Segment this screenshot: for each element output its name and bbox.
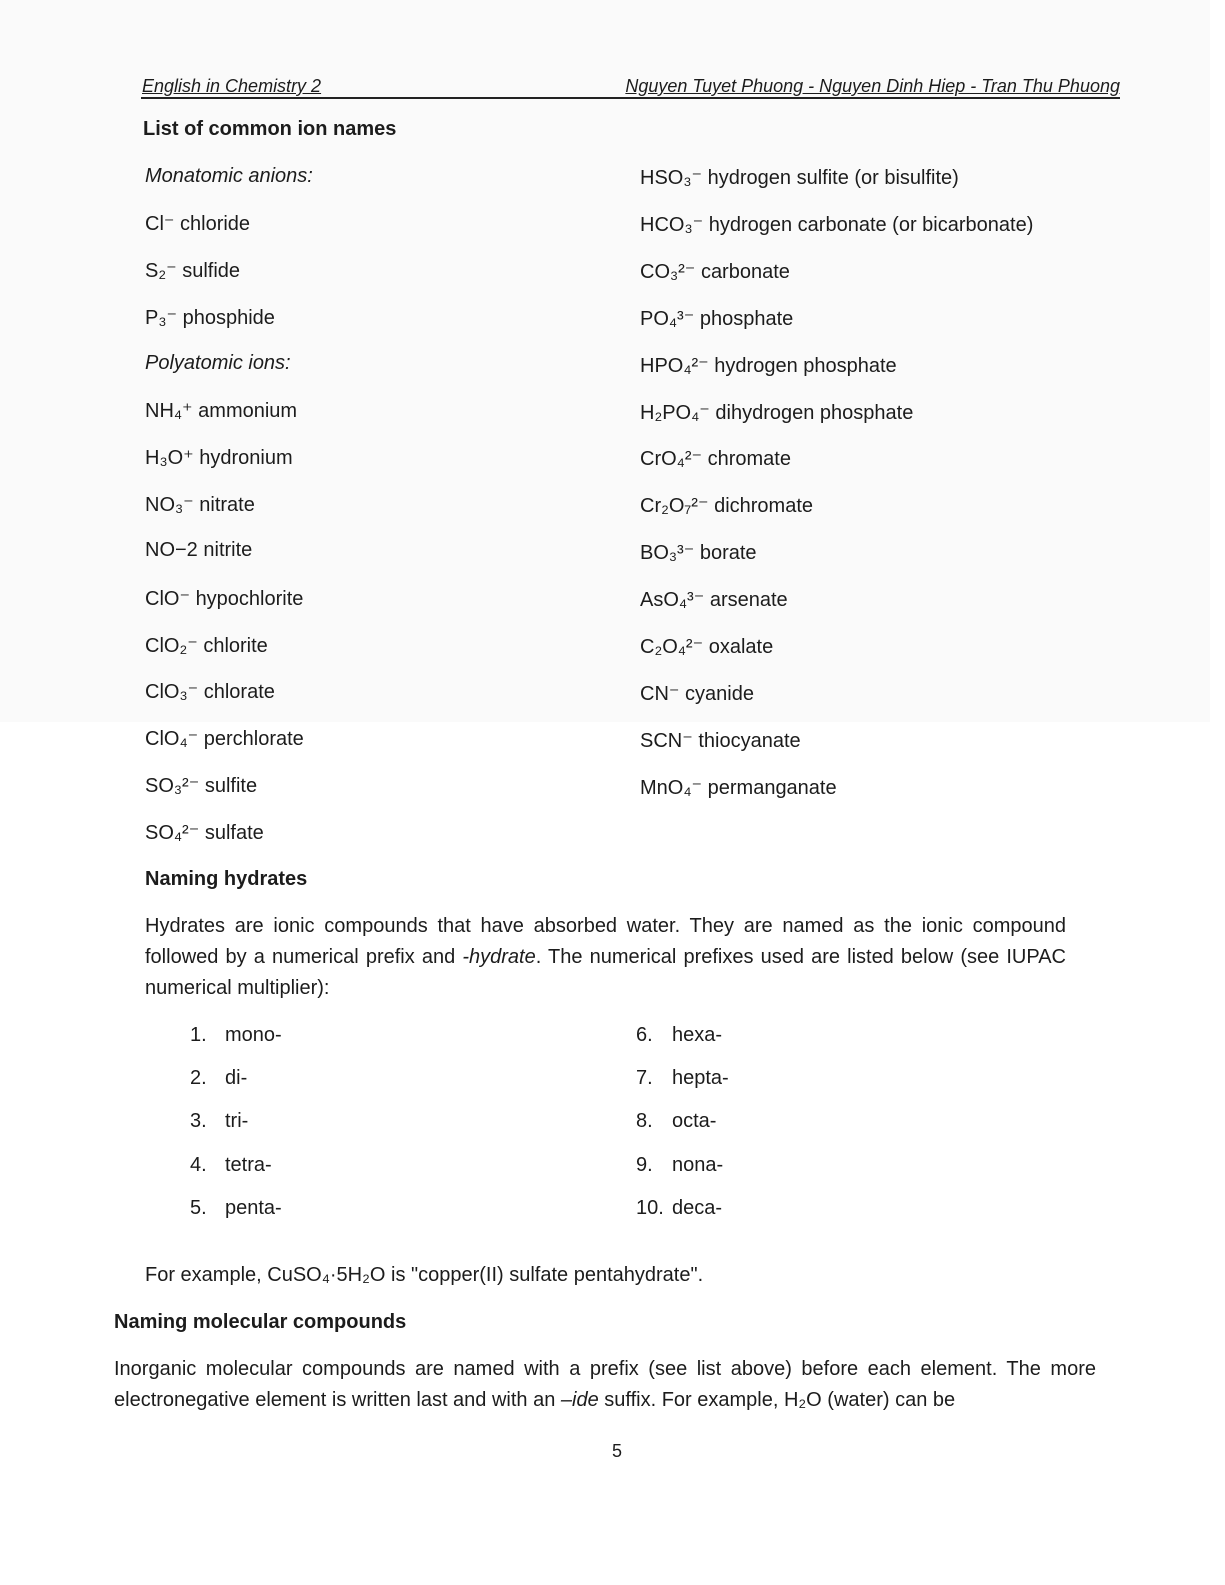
ion-entry: [640, 587, 788, 612]
ion-formula: H₂PO₄⁻: [640, 401, 710, 424]
hydrate-example: For example, CuSO₄·5H₂O is "copper(II) sulfate pentahydrate".: [145, 1264, 704, 1286]
ion-formula: SO₃²⁻: [145, 775, 200, 798]
ion-entry: [145, 258, 240, 283]
ion-formula: AsO₄³⁻: [640, 589, 705, 612]
ion-entry: [640, 493, 813, 518]
ion-entry: [640, 165, 959, 190]
prefix-label: deca-: [672, 1196, 723, 1219]
prefix-label: octa-: [672, 1110, 717, 1133]
ion-name: oxalate: [708, 636, 774, 658]
prefix-label: hexa-: [672, 1024, 723, 1046]
ion-entry: [640, 259, 790, 284]
prefix-label: tri-: [225, 1110, 249, 1133]
ion-formula: BO₃³⁻: [640, 542, 695, 565]
ion-entry: [145, 305, 275, 330]
ion-formula: NH₄⁺: [145, 400, 193, 422]
ion-formula: HPO₄²⁻: [640, 354, 709, 377]
ion-formula: CrO₄²⁻: [640, 448, 703, 471]
ion-name: chloride: [180, 213, 251, 235]
ion-name: permanganate: [707, 776, 837, 799]
polyatomic-label: Polyatomic ions:: [145, 352, 291, 374]
ion-formula: HSO₃⁻: [640, 167, 703, 189]
ion-formula: H₃O⁺: [145, 446, 194, 469]
ion-name: chromate: [707, 448, 791, 471]
prefix-number: 2.: [190, 1067, 207, 1090]
ion-name: arsenate: [709, 589, 788, 612]
ion-name: hydrogen sulfite (or bisulfite): [707, 167, 959, 189]
ion-entry: [145, 633, 268, 658]
ion-entry: [640, 212, 1033, 237]
ion-entry: [145, 492, 255, 517]
ion-name: dichromate: [714, 495, 814, 518]
ion-formula: ClO₄⁻: [145, 728, 199, 751]
header-rule: [141, 97, 1120, 99]
ion-formula: ClO₃⁻: [145, 681, 199, 704]
page-number: 5: [612, 1441, 623, 1461]
prefix-number: 8.: [636, 1110, 653, 1133]
ion-name: hypochlorite: [195, 587, 304, 610]
molecular-title: Naming molecular compounds: [114, 1311, 407, 1333]
ion-list-title: List of common ion names: [143, 118, 397, 140]
ion-formula: S₂⁻: [145, 259, 177, 282]
ion-entry: [640, 681, 754, 706]
ion-formula: MnO₄⁻: [640, 776, 703, 799]
ion-entry: [640, 353, 897, 378]
prefix-number: 10.: [636, 1196, 664, 1219]
ion-formula: ClO⁻: [145, 587, 190, 610]
ion-name: hydrogen phosphate: [714, 354, 897, 377]
ion-name: perchlorate: [203, 728, 304, 751]
prefix-label: mono-: [225, 1024, 282, 1046]
prefix-number: 9.: [636, 1153, 653, 1176]
ion-name: sulfate: [204, 822, 264, 845]
ion-entry: [640, 728, 801, 753]
ion-formula: CN⁻: [640, 682, 680, 705]
ion-name: sulfide: [182, 259, 241, 282]
monatomic-label: Monatomic anions:: [145, 165, 313, 187]
ion-name: ammonium: [198, 400, 298, 422]
ion-entry: [145, 726, 304, 751]
prefix-label: nona-: [672, 1153, 724, 1176]
prefix-number: 1.: [190, 1024, 207, 1046]
ion-entry: [145, 539, 252, 562]
ion-formula: C₂O₄²⁻: [640, 636, 704, 658]
ion-entry: [145, 211, 250, 236]
ion-formula: ClO₂⁻: [145, 634, 198, 657]
ion-entry: [145, 586, 303, 611]
ion-name: cyanide: [685, 682, 754, 705]
ion-formula: CO₃²⁻: [640, 260, 696, 283]
ion-name: phosphide: [182, 306, 275, 329]
ion-entry: [640, 306, 793, 331]
prefix-number: 6.: [636, 1024, 653, 1046]
ion-formula: SCN⁻: [640, 729, 693, 752]
ion-entry: [640, 775, 837, 800]
ion-formula: PO₄³⁻: [640, 307, 695, 330]
prefix-number: 7.: [636, 1067, 653, 1090]
ion-formula: Cl⁻: [145, 213, 175, 235]
prefix-label: di-: [225, 1067, 248, 1090]
prefix-label: hepta-: [672, 1067, 729, 1090]
ion-entry: [145, 820, 264, 845]
hydrates-title: Naming hydrates: [145, 868, 308, 890]
ion-entry: [145, 773, 257, 798]
ion-name: nitrate: [199, 493, 255, 516]
prefix-number: 5.: [190, 1196, 207, 1219]
ion-formula: Cr₂O₇²⁻: [640, 495, 709, 518]
ion-entry: [640, 446, 791, 471]
ion-entry: [640, 634, 773, 659]
prefix-label: penta-: [225, 1196, 282, 1219]
ion-name: phosphate: [699, 307, 794, 330]
ion-name: borate: [699, 542, 757, 565]
ion-name: chlorate: [203, 681, 275, 704]
ion-formula: SO₄²⁻: [145, 822, 200, 845]
ion-entry: [145, 445, 293, 470]
molecular-paragraph: Inorganic molecular compounds are named with a prefix (see list above) before each element. The more electronegative element is written last and with an –ide suffix. For example, H₂O (water) can be: [114, 1358, 1096, 1411]
ion-entry: [640, 540, 757, 565]
ion-name: thiocyanate: [698, 729, 801, 752]
ion-name: carbonate: [700, 260, 790, 283]
header-left: English in Chemistry 2: [142, 76, 322, 96]
ion-name: dihydrogen phosphate: [715, 401, 914, 424]
ion-entry: [145, 398, 297, 423]
ion-entry: [145, 679, 275, 704]
ion-formula: P₃⁻: [145, 306, 178, 329]
prefix-label: tetra-: [225, 1153, 272, 1176]
header-right: Nguyen Tuyet Phuong - Nguyen Dinh Hiep - Tran Thu Phuong: [625, 76, 1120, 96]
ion-name: hydrogen carbonate (or bicarbonate): [708, 213, 1034, 236]
hydrates-paragraph: Hydrates are ionic compounds that have absorbed water. They are named as the ionic compound followed by a numerical prefix and -hydrate. The numerical prefixes used are listed below (see IUPAC numerical multiplier):: [145, 915, 1066, 999]
ion-name: chlorite: [203, 634, 268, 657]
prefix-number: 3.: [190, 1110, 207, 1133]
ion-name: sulfite: [204, 775, 258, 798]
ion-entry: [640, 400, 913, 425]
ion-formula: NO−2: [145, 538, 198, 561]
ion-formula: HCO₃⁻: [640, 213, 704, 236]
prefix-number: 4.: [190, 1153, 207, 1176]
ion-formula: NO₃⁻: [145, 493, 194, 516]
ion-name: nitrite: [203, 538, 253, 561]
ion-name: hydronium: [199, 446, 293, 469]
